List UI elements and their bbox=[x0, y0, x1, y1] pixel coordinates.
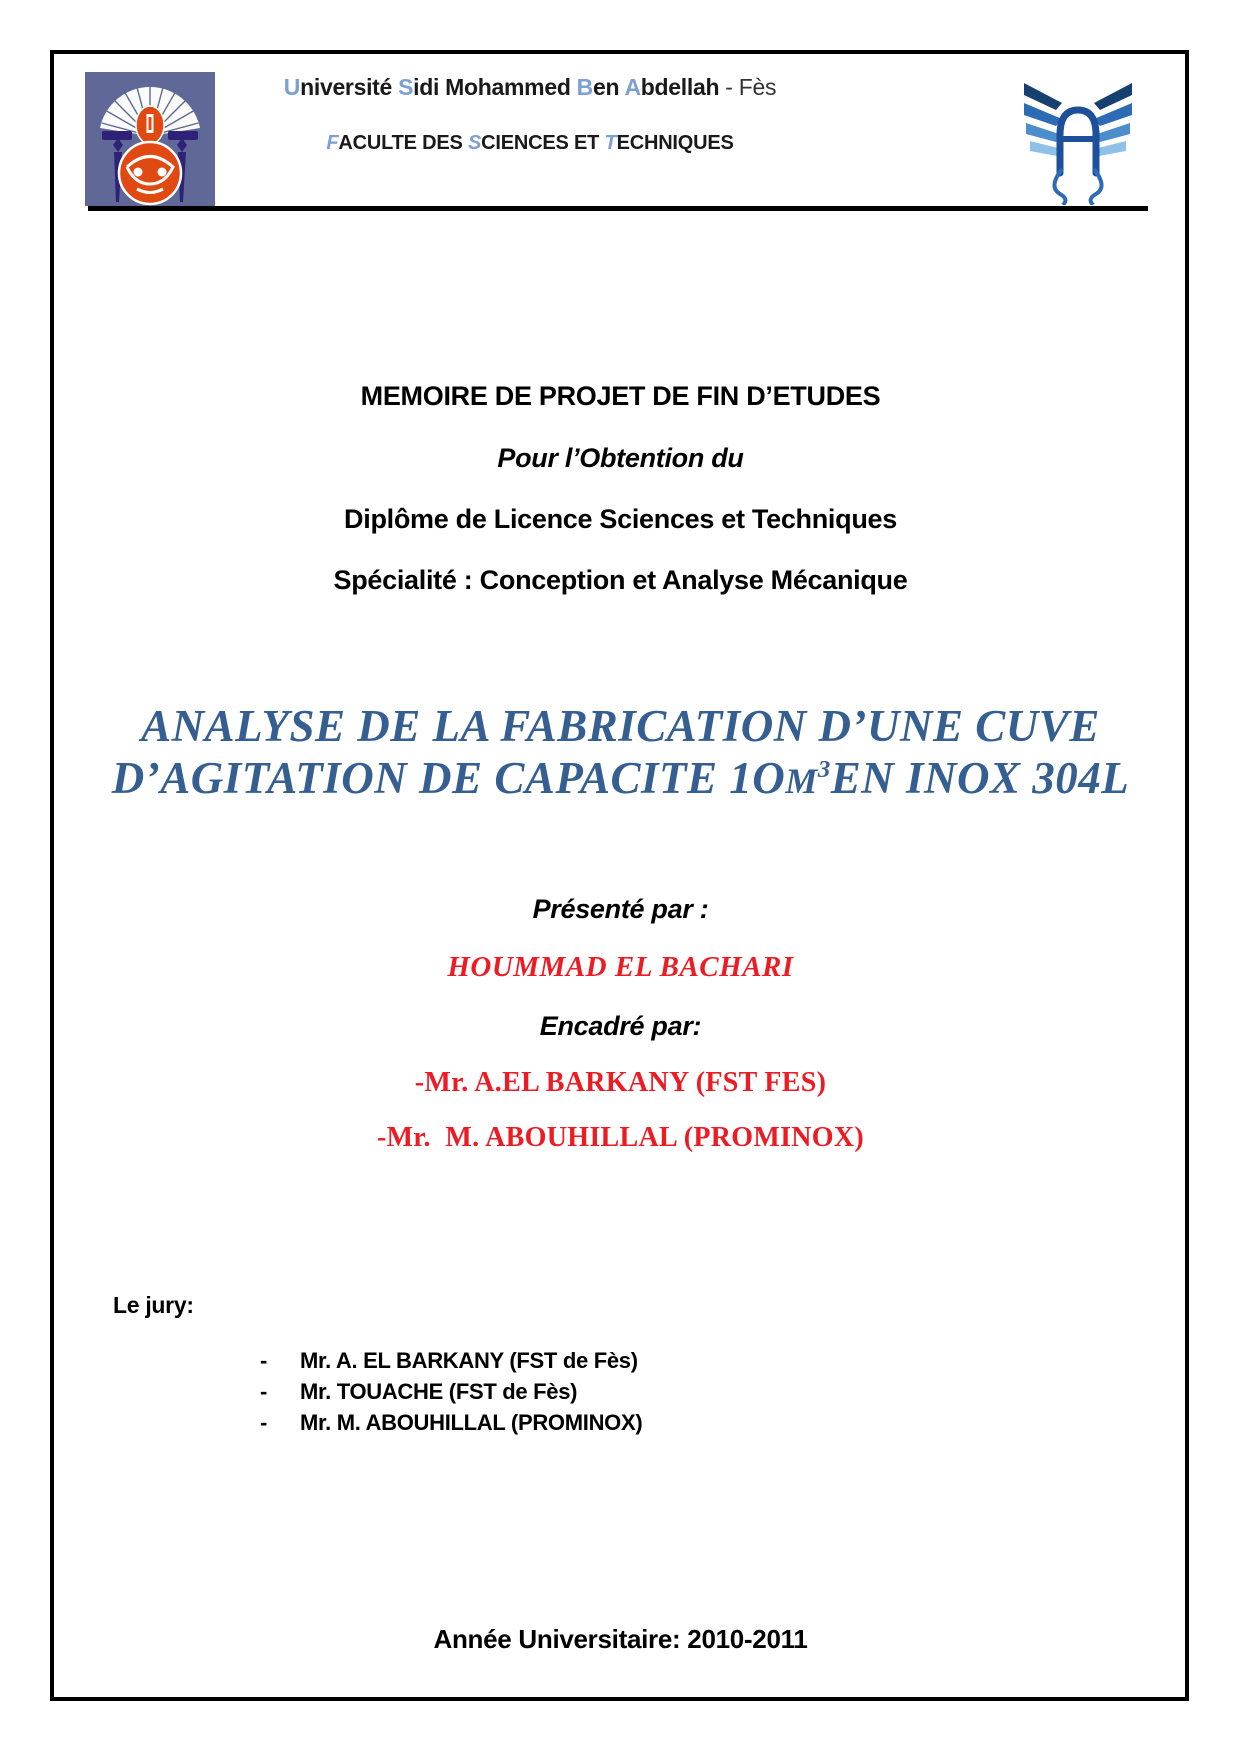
university-initial: U bbox=[283, 74, 301, 100]
university-initial: A bbox=[624, 74, 641, 100]
thesis-title-line2-part: D’AGITATION DE CAPACITE 1O bbox=[111, 753, 786, 803]
header-text-block bbox=[230, 74, 830, 155]
fst-logo-icon bbox=[1022, 77, 1134, 205]
jury-member-name: Mr. TOUACHE (FST de Fès) bbox=[300, 1379, 578, 1404]
thesis-title-line2-part: EN INOX 304L bbox=[830, 753, 1130, 803]
university-name-part: en bbox=[592, 74, 625, 100]
university-initial: S bbox=[398, 74, 414, 100]
university-city: - Fès bbox=[719, 74, 777, 100]
jury-member-row bbox=[0, 1348, 1241, 1379]
obtention-line: Pour l’Obtention du bbox=[497, 443, 744, 473]
thesis-title-superscript: 3 bbox=[817, 756, 831, 783]
list-dash-bullet: - bbox=[260, 1379, 268, 1404]
faculty-name-part: ACULTE DES bbox=[338, 132, 468, 154]
thesis-title-m3-unit: M bbox=[785, 761, 818, 801]
header-divider bbox=[88, 206, 1148, 211]
jury-member-row bbox=[0, 1410, 1241, 1441]
university-name-part: idi Mohammed bbox=[413, 74, 577, 100]
faculty-initial: F bbox=[326, 132, 339, 154]
jury-label: Le jury: bbox=[113, 1292, 194, 1318]
thesis-title bbox=[0, 700, 1241, 807]
university-name-part: niversité bbox=[300, 74, 399, 100]
diploma-line: Diplôme de Licence Sciences et Techniques bbox=[344, 504, 897, 534]
jury-member-name: Mr. M. ABOUHILLAL (PROMINOX) bbox=[300, 1410, 643, 1435]
university-name-part: bdellah bbox=[640, 74, 720, 100]
presented-by-label: Présenté par : bbox=[532, 894, 709, 924]
faculty-name-part: CIENCES ET bbox=[481, 132, 605, 154]
author-name: HOUMMAD EL BACHARI bbox=[447, 951, 794, 983]
university-name bbox=[230, 74, 830, 101]
faculty-name-part: ECHNIQUES bbox=[616, 132, 734, 154]
list-dash-bullet: - bbox=[260, 1410, 268, 1435]
specialty-line: Spécialité : Conception et Analyse Mécanique bbox=[333, 565, 908, 595]
academic-year: Année Universitaire: 2010-2011 bbox=[433, 1624, 808, 1654]
university-initial: B bbox=[576, 74, 593, 100]
faculty-name bbox=[230, 132, 830, 155]
jury-member-row bbox=[0, 1379, 1241, 1410]
thesis-title-line1: ANALYSE DE LA FABRICATION D’UNE CUVE bbox=[141, 701, 1100, 751]
faculty-initial: S bbox=[468, 132, 482, 154]
jury-member-name: Mr. A. EL BARKANY (FST de Fès) bbox=[300, 1348, 638, 1373]
memoir-heading: MEMOIRE DE PROJET DE FIN D’ETUDES bbox=[360, 381, 881, 411]
supervisor-2: -Mr. M. ABOUHILLAL (PROMINOX) bbox=[376, 1122, 865, 1153]
supervised-by-label: Encadré par: bbox=[539, 1011, 702, 1041]
supervisor-1: -Mr. A.EL BARKANY (FST FES) bbox=[414, 1067, 827, 1098]
list-dash-bullet: - bbox=[260, 1348, 268, 1373]
page-border bbox=[50, 50, 1189, 1701]
university-logo-icon bbox=[85, 72, 215, 206]
faculty-initial: T bbox=[604, 132, 617, 154]
thesis-title-line2 bbox=[0, 752, 1241, 807]
jury-list bbox=[0, 1348, 1241, 1441]
